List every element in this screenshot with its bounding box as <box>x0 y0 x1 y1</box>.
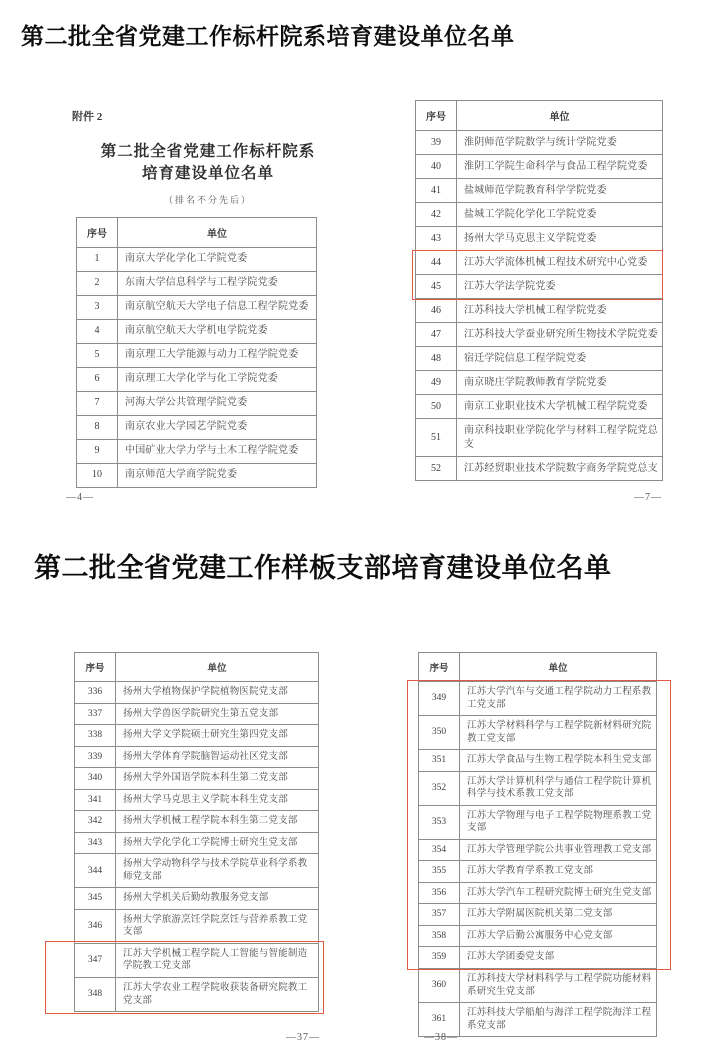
row-number-cell: 2 <box>77 271 118 295</box>
unit-cell: 扬州大学文学院硕士研究生第四党支部 <box>116 725 319 747</box>
row-number-cell: 50 <box>416 395 457 419</box>
row-number-cell: 353 <box>419 805 460 839</box>
table-row <box>75 789 319 811</box>
unit-table-model-left <box>74 652 319 1012</box>
unit-table-standard-right <box>415 100 663 481</box>
unit-cell: 中国矿业大学力学与土木工程学院党委 <box>118 439 317 463</box>
header-row <box>416 101 663 131</box>
row-number-cell: 360 <box>419 968 460 1002</box>
unit-cell: 江苏大学食品与生物工程学院本科生党支部 <box>460 750 657 772</box>
table-row <box>416 323 663 347</box>
table-row <box>419 771 657 805</box>
table-row <box>75 888 319 910</box>
unit-cell: 南京师范大学商学院党委 <box>118 463 317 487</box>
ranking-note: （排名不分先后） <box>163 194 252 205</box>
unit-cell: 江苏科技大学船舶与海洋工程学院海洋工程系党支部 <box>460 1003 657 1037</box>
table-row <box>419 839 657 861</box>
unit-cell: 南京理工大学化学与化工学院党委 <box>118 367 317 391</box>
row-number-cell: 344 <box>75 854 116 888</box>
unit-cell: 江苏大学汽车与交通工程学院动力工程系教工党支部 <box>460 682 657 716</box>
scan-page-bottom-left <box>74 652 319 1012</box>
table-row <box>77 319 317 343</box>
unit-cell: 江苏科技大学蚕业研究所生物技术学院党委 <box>457 323 663 347</box>
table-row <box>77 391 317 415</box>
unit-cell: 江苏大学团委党支部 <box>460 947 657 969</box>
row-number-cell: 48 <box>416 347 457 371</box>
table-row <box>416 131 663 155</box>
column-header: 序号 <box>77 217 118 247</box>
unit-cell: 江苏大学农业工程学院收获装备研究院教工党支部 <box>116 977 319 1011</box>
row-number-cell: 352 <box>419 771 460 805</box>
unit-cell: 江苏大学物理与电子工程学院物理系教工党支部 <box>460 805 657 839</box>
row-number-cell: 39 <box>416 131 457 155</box>
table-row <box>75 832 319 854</box>
row-number-cell: 341 <box>75 789 116 811</box>
unit-cell: 扬州大学旅游烹饪学院烹饪与营养系教工党支部 <box>116 909 319 943</box>
column-header: 单位 <box>116 653 319 682</box>
row-number-cell: 343 <box>75 832 116 854</box>
table-row <box>75 682 319 704</box>
unit-cell: 江苏大学汽车工程研究院博士研究生党支部 <box>460 882 657 904</box>
table-row <box>77 271 317 295</box>
unit-cell: 淮阴工学院生命科学与食品工程学院党委 <box>457 155 663 179</box>
row-number-cell: 44 <box>416 251 457 275</box>
unit-cell: 江苏大学管理学院公共事业管理教工党支部 <box>460 839 657 861</box>
unit-cell: 江苏大学后勤公寓服务中心党支部 <box>460 925 657 947</box>
row-number-cell: 342 <box>75 811 116 833</box>
row-number-cell: 355 <box>419 861 460 883</box>
table-row <box>416 299 663 323</box>
row-number-cell: 358 <box>419 925 460 947</box>
table-row <box>419 682 657 716</box>
table-row <box>419 750 657 772</box>
table-row <box>419 861 657 883</box>
unit-cell: 南京航空航天大学电子信息工程学院党委 <box>118 295 317 319</box>
unit-cell: 盐城工学院化学化工学院党委 <box>457 203 663 227</box>
row-number-cell: 42 <box>416 203 457 227</box>
table-row <box>75 746 319 768</box>
row-number-cell: 8 <box>77 415 118 439</box>
row-number-cell: 348 <box>75 977 116 1011</box>
table-row <box>416 155 663 179</box>
table-row <box>416 275 663 299</box>
unit-cell: 江苏大学附属医院机关第二党支部 <box>460 904 657 926</box>
table-row <box>77 295 317 319</box>
unit-cell: 南京晓庄学院教师教育学院党委 <box>457 371 663 395</box>
row-number-cell: 349 <box>419 682 460 716</box>
document-title-line1: 第二批全省党建工作标杆院系 <box>100 143 316 160</box>
unit-cell: 南京工业职业技术大学机械工程学院党委 <box>457 395 663 419</box>
row-number-cell: 5 <box>77 343 118 367</box>
scan-page-bottom-right <box>418 652 657 1037</box>
unit-cell: 宿迁学院信息工程学院党委 <box>457 347 663 371</box>
row-number-cell: 41 <box>416 179 457 203</box>
row-number-cell: 339 <box>75 746 116 768</box>
row-number-cell: 9 <box>77 439 118 463</box>
row-number-cell: 356 <box>419 882 460 904</box>
table-row <box>416 227 663 251</box>
column-header: 序号 <box>416 101 457 131</box>
table-row <box>419 716 657 750</box>
table-row <box>75 768 319 790</box>
row-number-cell: 49 <box>416 371 457 395</box>
row-number-cell: 350 <box>419 716 460 750</box>
table-row <box>77 343 317 367</box>
table-row <box>416 179 663 203</box>
column-header: 序号 <box>419 653 460 682</box>
unit-cell: 扬州大学动物科学与技术学院草业科学系教师党支部 <box>116 854 319 888</box>
unit-cell: 江苏大学教育学系教工党支部 <box>460 861 657 883</box>
unit-cell: 扬州大学机关后勤幼教服务党支部 <box>116 888 319 910</box>
page-number-7: —7— <box>634 492 662 503</box>
table-row <box>75 943 319 977</box>
unit-cell: 江苏大学材料科学与工程学院新材料研究院教工党支部 <box>460 716 657 750</box>
row-number-cell: 3 <box>77 295 118 319</box>
unit-cell: 江苏大学流体机械工程技术研究中心党委 <box>457 251 663 275</box>
unit-cell: 南京科技职业学院化学与材料工程学院党总支 <box>457 419 663 457</box>
unit-table-model-right <box>418 652 657 1037</box>
unit-cell: 南京农业大学园艺学院党委 <box>118 415 317 439</box>
row-number-cell: 351 <box>419 750 460 772</box>
table-row <box>419 805 657 839</box>
unit-cell: 扬州大学植物保护学院植物医院党支部 <box>116 682 319 704</box>
row-number-cell: 1 <box>77 247 118 271</box>
unit-table-standard-left <box>76 217 317 488</box>
row-number-cell: 51 <box>416 419 457 457</box>
table-row <box>419 947 657 969</box>
row-number-cell: 40 <box>416 155 457 179</box>
row-number-cell: 47 <box>416 323 457 347</box>
table-row <box>419 925 657 947</box>
unit-cell: 江苏经贸职业技术学院数字商务学院党总支 <box>457 457 663 481</box>
attachment-label: 附件 2 <box>72 111 103 123</box>
table-row <box>77 247 317 271</box>
row-number-cell: 347 <box>75 943 116 977</box>
unit-cell: 扬州大学化学化工学院博士研究生党支部 <box>116 832 319 854</box>
table-row <box>75 725 319 747</box>
table-row <box>77 367 317 391</box>
document-title-line2: 培育建设单位名单 <box>141 165 274 183</box>
unit-cell: 江苏科技大学材料科学与工程学院功能材料系研究生党支部 <box>460 968 657 1002</box>
table-row <box>416 251 663 275</box>
row-number-cell: 43 <box>416 227 457 251</box>
unit-cell: 扬州大学马克思主义学院本科生党支部 <box>116 789 319 811</box>
page-number-37: —37— <box>286 1032 320 1043</box>
column-header: 单位 <box>460 653 657 682</box>
header-row <box>77 217 317 247</box>
unit-cell: 南京理工大学能源与动力工程学院党委 <box>118 343 317 367</box>
row-number-cell: 338 <box>75 725 116 747</box>
row-number-cell: 4 <box>77 319 118 343</box>
unit-cell: 东南大学信息科学与工程学院党委 <box>118 271 317 295</box>
document-title <box>88 141 328 186</box>
unit-cell: 江苏科技大学机械工程学院党委 <box>457 299 663 323</box>
row-number-cell: 345 <box>75 888 116 910</box>
column-header: 单位 <box>457 101 663 131</box>
unit-cell: 淮阴师范学院数学与统计学院党委 <box>457 131 663 155</box>
unit-cell: 江苏大学计算机科学与通信工程学院计算机科学与技术系教工党支部 <box>460 771 657 805</box>
section2-heading: 第二批全省党建工作样板支部培育建设单位名单 <box>34 553 612 583</box>
table-row <box>75 977 319 1011</box>
unit-cell: 盐城师范学院教育科学学院党委 <box>457 179 663 203</box>
table-row <box>77 439 317 463</box>
table-row <box>419 882 657 904</box>
row-number-cell: 6 <box>77 367 118 391</box>
section1-heading: 第二批全省党建工作标杆院系培育建设单位名单 <box>21 23 515 49</box>
row-number-cell: 52 <box>416 457 457 481</box>
row-number-cell: 354 <box>419 839 460 861</box>
unit-cell: 南京大学化学化工学院党委 <box>118 247 317 271</box>
row-number-cell: 361 <box>419 1003 460 1037</box>
scan-page-top-right <box>415 100 663 481</box>
table-row <box>75 854 319 888</box>
table-row <box>75 811 319 833</box>
table-row <box>416 203 663 227</box>
unit-cell: 江苏大学法学院党委 <box>457 275 663 299</box>
table-row <box>77 415 317 439</box>
unit-cell: 河海大学公共管理学院党委 <box>118 391 317 415</box>
unit-cell: 扬州大学马克思主义学院党委 <box>457 227 663 251</box>
unit-cell: 扬州大学机械工程学院本科生第二党支部 <box>116 811 319 833</box>
table-row <box>419 968 657 1002</box>
scan-page-top-left <box>60 108 356 488</box>
column-header: 序号 <box>75 653 116 682</box>
unit-cell: 扬州大学外国语学院本科生第二党支部 <box>116 768 319 790</box>
row-number-cell: 336 <box>75 682 116 704</box>
header-row <box>419 653 657 682</box>
table-row <box>75 703 319 725</box>
page-number-38: —38— <box>424 1032 458 1043</box>
table-row <box>416 371 663 395</box>
unit-cell: 江苏大学机械工程学院人工智能与智能制造学院教工党支部 <box>116 943 319 977</box>
row-number-cell: 359 <box>419 947 460 969</box>
row-number-cell: 46 <box>416 299 457 323</box>
unit-cell: 扬州大学体育学院脑智运动社区党支部 <box>116 746 319 768</box>
table-row <box>75 909 319 943</box>
row-number-cell: 357 <box>419 904 460 926</box>
row-number-cell: 7 <box>77 391 118 415</box>
table-row <box>77 463 317 487</box>
row-number-cell: 346 <box>75 909 116 943</box>
row-number-cell: 10 <box>77 463 118 487</box>
row-number-cell: 45 <box>416 275 457 299</box>
row-number-cell: 337 <box>75 703 116 725</box>
column-header: 单位 <box>118 217 317 247</box>
table-row <box>419 904 657 926</box>
unit-cell: 扬州大学兽医学院研究生第五党支部 <box>116 703 319 725</box>
unit-cell: 南京航空航天大学机电学院党委 <box>118 319 317 343</box>
table-row <box>416 347 663 371</box>
table-row <box>416 419 663 457</box>
table-row <box>416 395 663 419</box>
header-row <box>75 653 319 682</box>
table-row <box>416 457 663 481</box>
page-number-4: —4— <box>66 492 94 503</box>
row-number-cell: 340 <box>75 768 116 790</box>
